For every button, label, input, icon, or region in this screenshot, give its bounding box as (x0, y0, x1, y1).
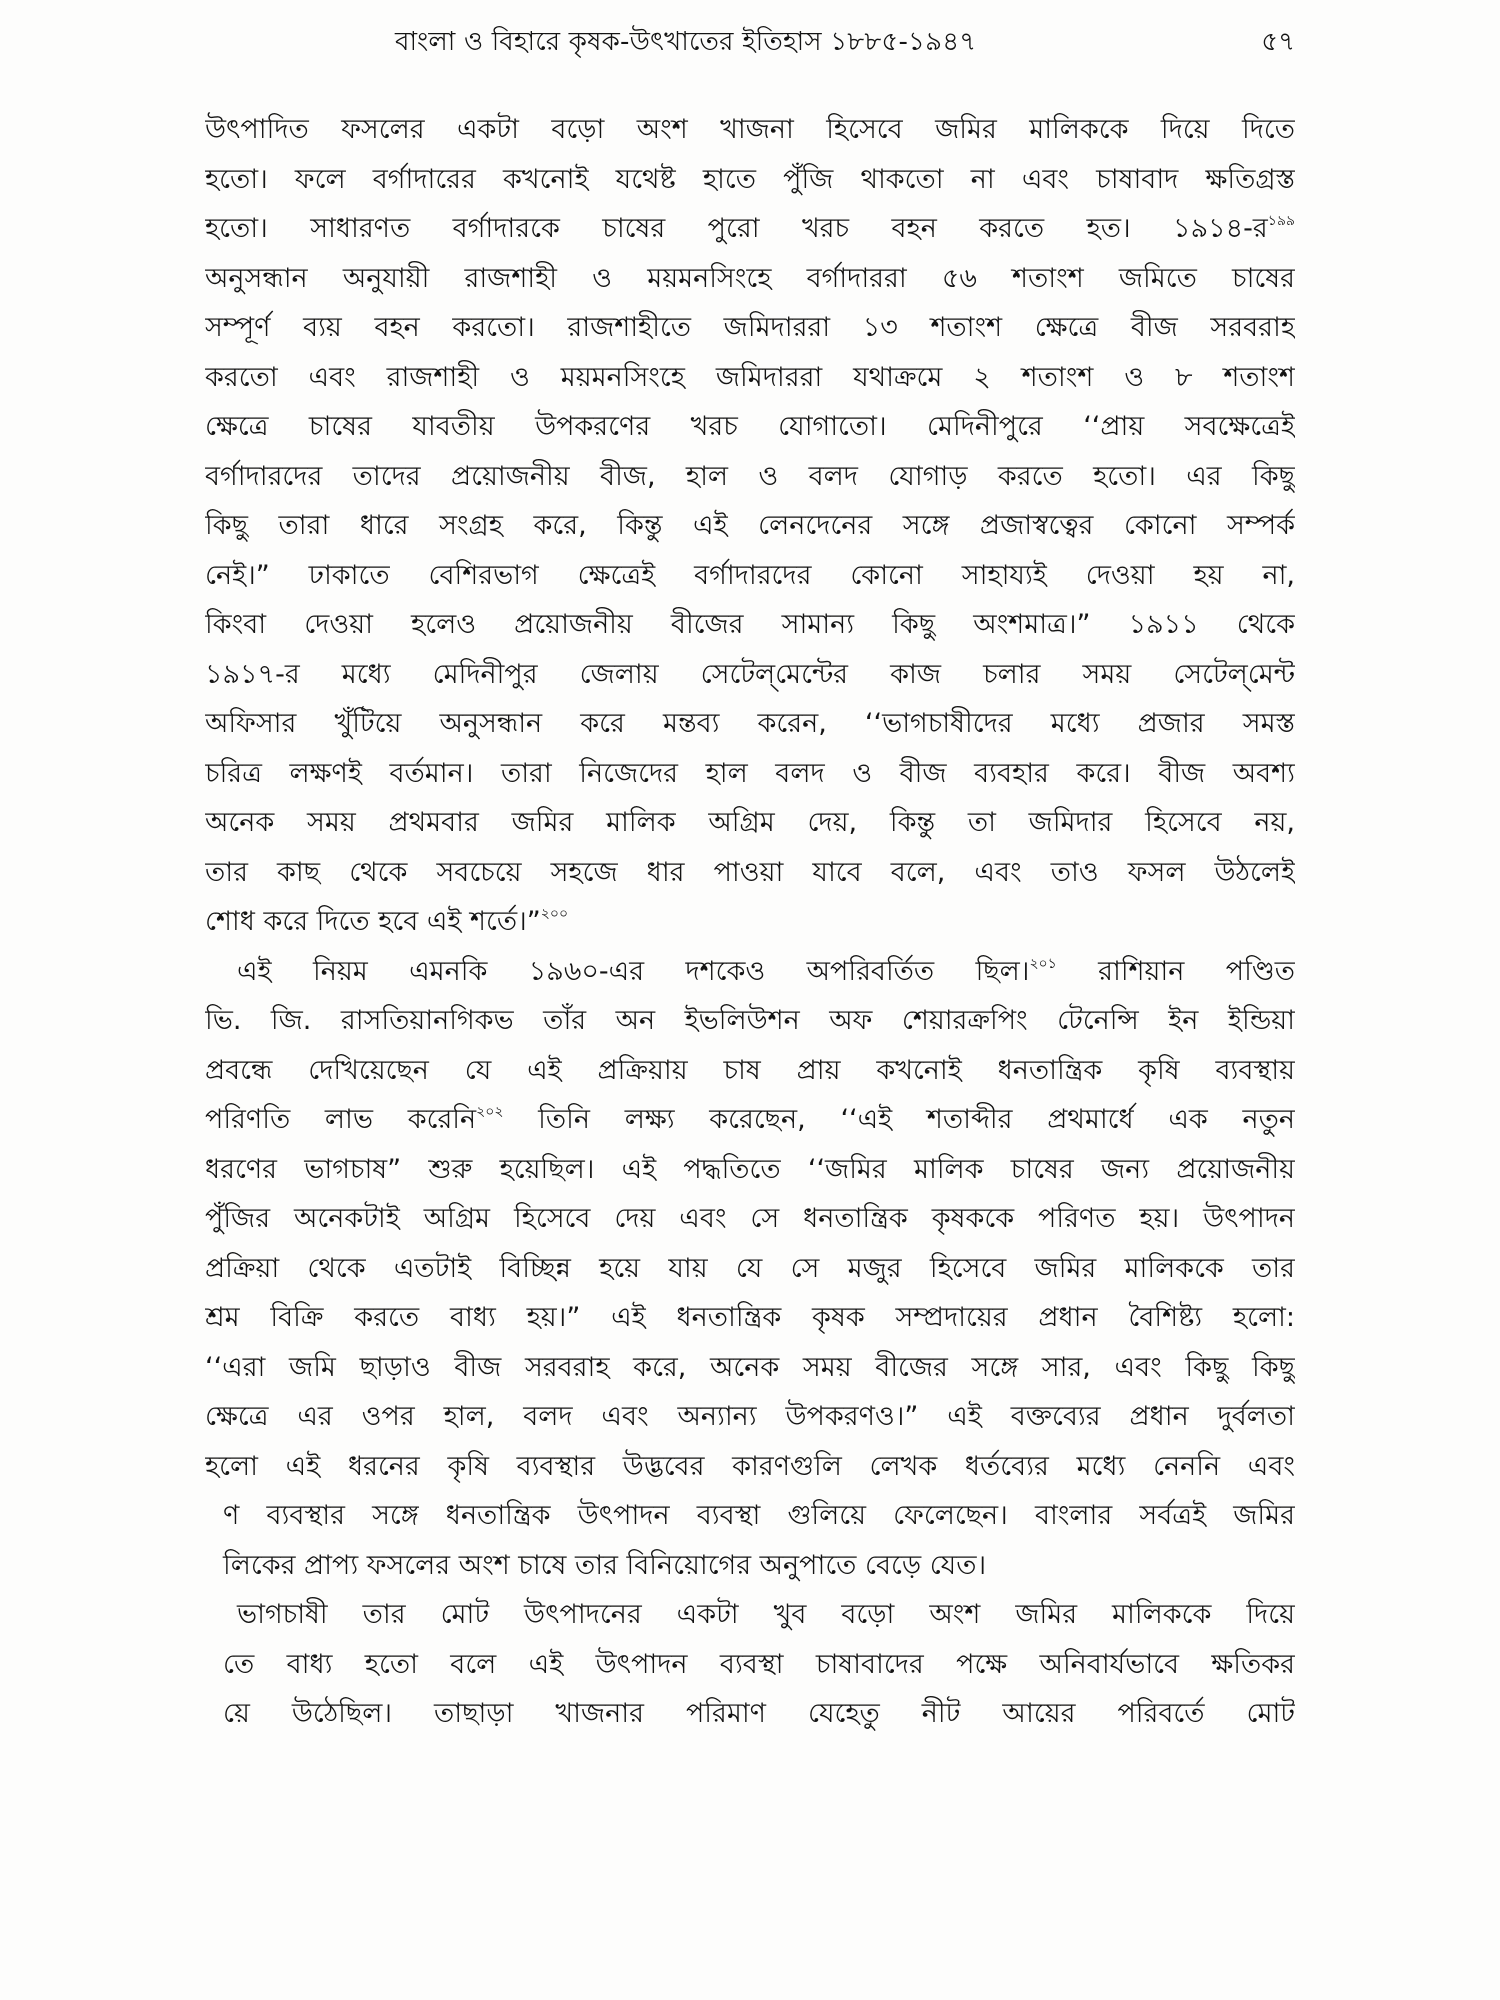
text-line: উৎপাদিত ফসলের একটা বড়ো অংশ খাজনা হিসেবে জমির মালিককে দিয়ে দিতে (205, 114, 1295, 145)
text-line: লিকের প্রাপ্য ফসলের অংশ চাষে তার বিনিয়োগের অনুপাতে বেড়ে যেত। (223, 1549, 987, 1581)
text-line: অনুসন্ধান অনুযায়ী রাজশাহী ও ময়মনসিংহে বর্গাদাররা ৫৬ শতাংশ জমিতে চাষের (205, 262, 1295, 294)
text-line: অনেক সময় প্রথমবার জমির মালিক অগ্রিম দেয়, কিন্তু তা জমিদার হিসেবে নয়, (205, 807, 1295, 838)
text-line: প্রক্রিয়া থেকে এতটাই বিচ্ছিন্ন হয়ে যায় যে সে মজুর হিসেবে জমির মালিককে তার (205, 1252, 1295, 1284)
text-line: তার কাছ থেকে সবচেয়ে সহজে ধার পাওয়া যাবে বলে, এবং তাও ফসল উঠলেই (205, 856, 1295, 888)
text-line (205, 947, 1295, 997)
text-line: ১৯১৭-র মধ্যে মেদিনীপুর জেলায় সেটেল্‌মেন্টের কাজ চলার সময় সেটেল্‌মেন্ট (205, 658, 1295, 690)
text-line: বর্গাদারদের তাদের প্রয়োজনীয় বীজ, হাল ও বলদ যোগাড় করতে হতো। এর কিছু (205, 460, 1295, 492)
text-line: ভাগচাষী তার মোট উৎপাদনের একটা খুব বড়ো অংশ জমির মালিককে দিয়ে (237, 1599, 1295, 1630)
text-line: তে বাধ্য হতো বলে এই উৎপাদন ব্যবস্থা চাষাবাদের পক্ষে অনিবার্যভাবে ক্ষতিকর (223, 1648, 1295, 1680)
text-line (205, 204, 1295, 254)
text-line-part: এই নিয়ম এমনকি ১৯৬০-এর দশকেও অপরিবর্তিত ছিল। (237, 955, 1030, 987)
text-line-part: তিনি লক্ষ্য করেছেন, ‘‘এই শতাব্দীর প্রথমার্ধে এক নতুন (503, 1104, 1295, 1135)
footnote-ref: ২০১ (1029, 955, 1057, 972)
text-line (205, 897, 1295, 947)
footnote-ref: ২০২ (476, 1104, 504, 1120)
text-line: করতো এবং রাজশাহী ও ময়মনসিংহে জমিদাররা যথাক্রমে ২ শতাংশ ও ৮ শতাংশ (205, 361, 1295, 393)
running-title: বাংলা ও বিহারে কৃষক-উৎখাতের ইতিহাস ১৮৮৫-১৯৪৭ (395, 27, 977, 57)
text-line: প্রবন্ধে দেখিয়েছেন যে এই প্রক্রিয়ায় চাষ প্রায় কখনোই ধনতান্ত্রিক কৃষি ব্যবস্থায় (205, 1054, 1295, 1086)
text-line: কিংবা দেওয়া হলেও প্রয়োজনীয় বীজের সামান্য কিছু অংশমাত্র।” ১৯১১ থেকে (205, 609, 1295, 640)
body-text (205, 105, 1295, 1985)
text-line: ক্ষেত্রে চাষের যাবতীয় উপকরণের খরচ যোগাতো। মেদিনীপুরে ‘‘প্রায় সবক্ষেত্রেই (205, 411, 1295, 442)
text-line (205, 1095, 1295, 1145)
text-line: ধরণের ভাগচাষ” শুরু হয়েছিল। এই পদ্ধতিতে ‘‘জমির মালিক চাষের জন্য প্রয়োজনীয় (205, 1153, 1295, 1185)
text-line: নেই।” ঢাকাতে বেশিরভাগ ক্ষেত্রেই বর্গাদারদের কোনো সাহায্যই দেওয়া হয় না, (205, 559, 1295, 591)
footnote-ref: ১৯৯ (1267, 213, 1295, 229)
text-line: ণ ব্যবস্থার সঙ্গে ধনতান্ত্রিক উৎপাদন ব্যবস্থা গুলিয়ে ফেলেছেন। বাংলার সর্বত্রই জমির (223, 1500, 1295, 1531)
text-line: কিছু তারা ধারে সংগ্রহ করে, কিন্তু এই লেনদেনের সঙ্গে প্রজাস্বত্বের কোনো সম্পর্ক (205, 510, 1295, 541)
text-line-part: শোধ করে দিতে হবে এই শর্তে।” (205, 906, 541, 937)
text-line: চরিত্র লক্ষণই বর্তমান। তারা নিজেদের হাল বলদ ও বীজ ব্যবহার করে। বীজ অবশ্য (205, 757, 1295, 789)
text-line: য়ে উঠেছিল। তাছাড়া খাজনার পরিমাণ যেহেতু নীট আয়ের পরিবর্তে মোট (223, 1698, 1295, 1729)
text-line: ভি. জি. রাসতিয়ানগিকভ তাঁর অন ইভলিউশন অফ শেয়ারক্রপিং টেনেন্সি ইন ইন্ডিয়া (205, 1005, 1295, 1036)
text-line: ‘‘এরা জমি ছাড়াও বীজ সরবরাহ করে, অনেক সময় বীজের সঙ্গে সার, এবং কিছু কিছু (205, 1351, 1295, 1383)
running-head (205, 22, 1295, 62)
text-line-part: হতো। সাধারণত বর্গাদারকে চাষের পুরো খরচ বহন করতে হত। ১৯১৪-র (205, 213, 1268, 244)
text-line: শ্রম বিক্রি করতে বাধ্য হয়।” এই ধনতান্ত্রিক কৃষক সম্প্রদায়ের প্রধান বৈশিষ্ট্য হলো: (205, 1302, 1295, 1333)
text-line: হলো এই ধরনের কৃষি ব্যবস্থার উদ্ভবের কারণগুলি লেখক ধর্তব্যের মধ্যে নেননি এবং (205, 1450, 1295, 1482)
text-line-part: পরিণতি লাভ করেনি (205, 1104, 477, 1135)
text-line: সম্পূর্ণ ব্যয় বহন করতো। রাজশাহীতে জমিদাররা ১৩ শতাংশ ক্ষেত্রে বীজ সরবরাহ (205, 312, 1295, 343)
text-line: পুঁজির অনেকটাই অগ্রিম হিসেবে দেয় এবং সে ধনতান্ত্রিক কৃষককে পরিণত হয়। উৎপাদন (205, 1203, 1295, 1234)
text-line-part: রাশিয়ান পণ্ডিত (1056, 955, 1295, 987)
text-line: ক্ষেত্রে এর ওপর হাল, বলদ এবং অন্যান্য উপকরণও।” এই বক্তব্যের প্রধান দুর্বলতা (205, 1401, 1295, 1432)
text-line: হতো। ফলে বর্গাদারের কখনোই যথেষ্ট হাতে পুঁজি থাকতো না এবং চাষাবাদ ক্ষতিগ্রস্ত (205, 163, 1295, 195)
page-number: ৫৭ (1261, 27, 1295, 57)
footnote-ref: ২০০ (540, 906, 569, 922)
text-line: অফিসার খুঁটিয়ে অনুসন্ধান করে মন্তব্য করেন, ‘‘ভাগচাষীদের মধ্যে প্রজার সমস্ত (205, 708, 1295, 739)
